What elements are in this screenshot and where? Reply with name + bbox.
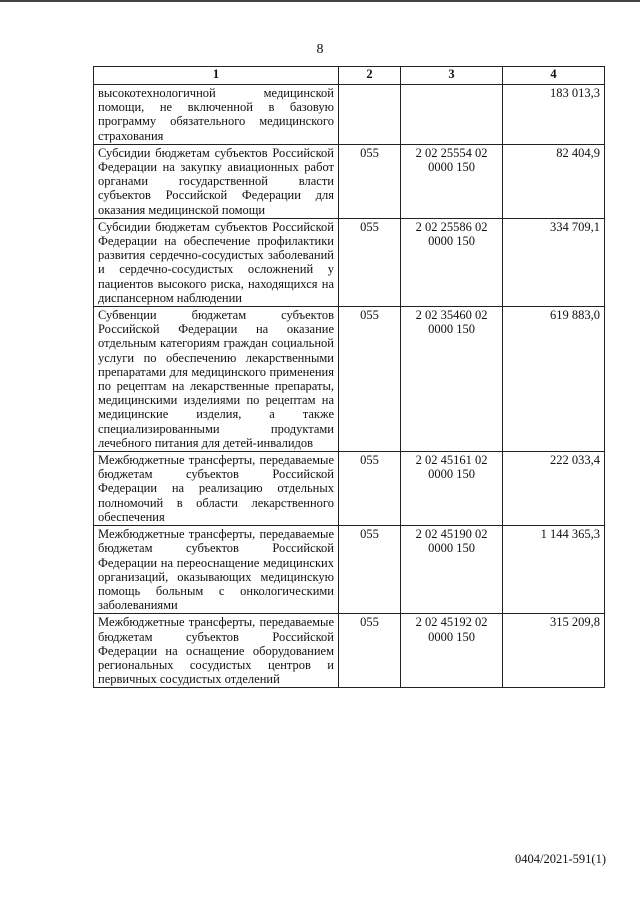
row-admin-code: 055 (339, 526, 401, 614)
row-budget-code: 2 02 25586 02 0000 150 (401, 218, 503, 306)
row-budget-code: 2 02 45190 02 0000 150 (401, 526, 503, 614)
row-admin-code: 055 (339, 307, 401, 452)
row-description: Межбюджетные трансферты, передаваемые бюджетам субъектов Российской Федерации на реализацию отдельных полномочий в области лекарственного обеспечения (94, 452, 339, 526)
row-description: Субсидии бюджетам субъектов Российской Федерации на закупку авиационных работ органами государственной власти субъектов Российской Федерации для оказания медицинской помощи (94, 144, 339, 218)
table-header-row (94, 67, 605, 85)
row-description: Межбюджетные трансферты, передаваемые бюджетам субъектов Российской Федерации на оснащение оборудованием региональных сосудистых центров и первичных сосудистых отделений (94, 614, 339, 688)
row-admin-code: 055 (339, 452, 401, 526)
row-admin-code: 055 (339, 218, 401, 306)
row-amount: 222 033,4 (503, 452, 605, 526)
row-admin-code (339, 85, 401, 145)
table-row (94, 85, 605, 145)
column-header: 1 (94, 67, 339, 85)
row-admin-code: 055 (339, 144, 401, 218)
row-amount: 315 209,8 (503, 614, 605, 688)
row-budget-code: 2 02 35460 02 0000 150 (401, 307, 503, 452)
column-header: 4 (503, 67, 605, 85)
row-budget-code: 2 02 45192 02 0000 150 (401, 614, 503, 688)
row-amount: 183 013,3 (503, 85, 605, 145)
table-row (94, 307, 605, 452)
row-description: высокотехнологичной медицинской помощи, не включенной в базовую программу обязательного медицинского страхования (94, 85, 339, 145)
table-row (94, 452, 605, 526)
document-reference: 0404/2021-591(1) (515, 852, 606, 866)
column-header: 2 (339, 67, 401, 85)
row-admin-code: 055 (339, 614, 401, 688)
row-description: Межбюджетные трансферты, передаваемые бюджетам субъектов Российской Федерации на переоснащение медицинских организаций, оказывающих медицинскую помощь больным с онкологическими заболеваниями (94, 526, 339, 614)
top-border-line (0, 0, 640, 2)
row-description: Субсидии бюджетам субъектов Российской Федерации на обеспечение профилактики развития сердечно-сосудистых заболеваний и сердечно-сосудистых осложнений у пациентов высокого риска, находящихся на диспансерном наблюдении (94, 218, 339, 306)
row-amount: 334 709,1 (503, 218, 605, 306)
column-header: 3 (401, 67, 503, 85)
row-amount: 619 883,0 (503, 307, 605, 452)
row-budget-code (401, 85, 503, 145)
table-row (94, 614, 605, 688)
table-row (94, 218, 605, 306)
row-description: Субвенции бюджетам субъектов Российской Федерации на оказание отдельным категориям граждан социальной услуги по обеспечению лекарственными препаратами для медицинского применения по рецептам на лекарственные препараты, медицинскими изделиями по рецептам на медицинские изделия, а также специализированными продуктами лечебного питания для детей-инвалидов (94, 307, 339, 452)
table-row (94, 526, 605, 614)
row-budget-code: 2 02 45161 02 0000 150 (401, 452, 503, 526)
row-budget-code: 2 02 25554 02 0000 150 (401, 144, 503, 218)
row-amount: 82 404,9 (503, 144, 605, 218)
row-amount: 1 144 365,3 (503, 526, 605, 614)
budget-table (93, 66, 605, 688)
page-number: 8 (316, 42, 324, 57)
table-row (94, 144, 605, 218)
